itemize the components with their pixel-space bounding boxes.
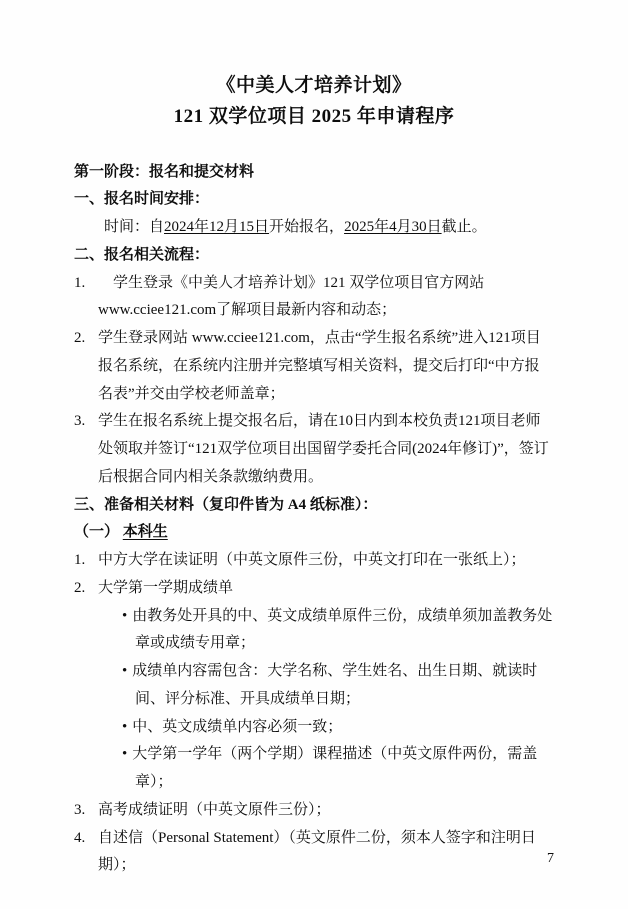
sub-bullet-list (74, 603, 554, 797)
list-item (74, 270, 554, 326)
list-item-number: 1. (74, 552, 86, 569)
title-line-2: 121 双学位项目 2025 年申请程序 (173, 106, 455, 128)
list-item-text: 中方大学在读证明（中英文原件三份，中英文打印在一张纸上）； (98, 552, 526, 569)
time-post: 截止。 (441, 219, 487, 236)
section-one-heading: 一、报名时间安排： (74, 191, 210, 208)
list-item-number: 2. (74, 330, 86, 347)
list-item (74, 547, 554, 575)
bullet-item: • 成绩单内容需包含：大学名称、学生姓名、出生日期、就读时间、评分标准、开具成绩单日期； (122, 658, 554, 714)
list-item-number: 4. (74, 829, 86, 846)
list-item (74, 325, 554, 408)
section-two-heading: 二、报名相关流程： (74, 246, 210, 263)
registration-time-line (74, 214, 554, 242)
list-item-text: 学生在报名系统上提交报名后，请在10日内到本校负责121项目老师处领取并签订“121双学位项目出国留学委托合同(2024年修订)”，签订后根据合同内相关条款缴纳费用。 (98, 413, 549, 485)
time-pre: 自 (149, 219, 165, 236)
bullet-item: • 大学第一学年（两个学期）课程描述（中英文原件两份，需盖章）； (122, 741, 554, 797)
list-item-text: 自述信（Personal Statement）（英文原件二份，须本人签字和注明日期）； (98, 829, 536, 874)
time-end-date: 2025年4月30日 (344, 219, 442, 236)
list-item (74, 825, 554, 881)
time-start-date: 2024年12月15日 (164, 219, 270, 236)
list-item-text: 学生登录《中美人才培养计划》121 双学位项目官方网站 www.cciee121.com了解项目最新内容和动态； (98, 274, 485, 319)
subsection-title: 本科生 (122, 524, 168, 541)
list-item (74, 408, 554, 491)
list-item (74, 575, 554, 603)
section-three-heading: 三、准备相关材料（复印件皆为 A4 纸标准）： (74, 496, 378, 513)
list-item-number: 3. (74, 801, 86, 818)
subsection-label: （一） (74, 524, 120, 541)
bullet-item: • 由教务处开具的中、英文成绩单原件三份，成绩单须加盖教务处章或成绩专用章； (122, 603, 554, 659)
list-item-text: 学生登录网站 www.cciee121.com，点击“学生报名系统”进入121项目报名系统，在系统内注册并完整填写相关资料，提交后打印“中方报名表”并交由学校老师盖章； (98, 330, 541, 402)
list-item (74, 797, 554, 825)
time-label: 时间： (104, 219, 150, 236)
list-item-number: 1. (74, 274, 86, 291)
bullet-item: • 中、英文成绩单内容必须一致； (122, 714, 554, 742)
page-number: 7 (547, 851, 554, 866)
title-line-1: 《中美人才培养计划》 (216, 75, 412, 96)
document-title (74, 70, 554, 133)
list-item-text: 大学第一学期成绩单 (98, 579, 234, 596)
stage-heading: 第一阶段：报名和提交材料 (74, 163, 255, 180)
time-mid: 开始报名， (269, 219, 345, 236)
list-item-number: 2. (74, 579, 86, 596)
list-item-text: 高考成绩证明（中英文原件三份）； (98, 801, 331, 818)
list-item-number: 3. (74, 413, 86, 430)
subsection-undergraduate (74, 519, 554, 547)
